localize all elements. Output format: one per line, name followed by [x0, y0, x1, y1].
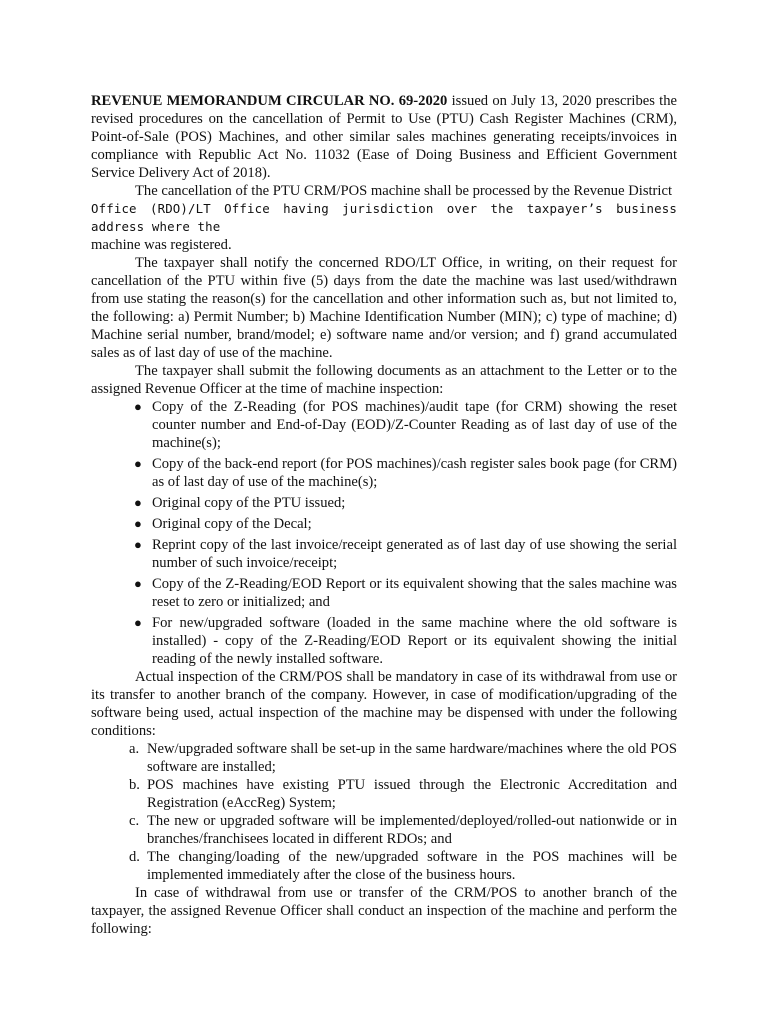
circular-title: REVENUE MEMORANDUM CIRCULAR NO. 69-2020 — [91, 93, 448, 109]
list-marker: c. — [129, 813, 140, 829]
intro-paragraph — [91, 92, 677, 182]
intro-text: issued on July 13, 2020 prescribes the revised procedures on the cancellation of Permit to Use (PTU) Cash Register Machines (CRM), Point-of-Sale (POS) Machines, and other similar sales machines generating receipts/invoices in compliance with Republic Act No. 11032 (Ease of Doing Business and Efficient Government Service Delivery Act of 2018). — [91, 93, 677, 181]
conditions-list — [91, 740, 677, 884]
bullet-icon: ● — [134, 456, 142, 471]
list-item: b. POS machines have existing PTU issued through the Electronic Accreditation and Registration (eAccReg) System; — [129, 777, 677, 811]
rdo-paragraph — [91, 182, 677, 254]
bullet-icon: ● — [134, 576, 142, 591]
list-item: ● Copy of the back-end report (for POS machines)/cash register sales book page (for CRM) as of last day of use of the machine(s); — [134, 456, 677, 490]
list-item: ● Original copy of the Decal; — [134, 516, 312, 532]
bullet-icon: ● — [134, 615, 142, 630]
rdo-line-3: machine was registered. — [91, 237, 232, 253]
list-marker: b. — [129, 777, 140, 793]
list-item: ● Copy of the Z-Reading/EOD Report or its equivalent showing that the sales machine was reset to zero or initialized; and — [134, 576, 677, 610]
inspection-paragraph: Actual inspection of the CRM/POS shall be mandatory in case of its withdrawal from use or its transfer to another branch of the company. However, in case of modification/upgrading of the software being used, actual inspection of the machine may be dispensed with under the following conditions: — [91, 669, 677, 739]
bullet-icon: ● — [134, 516, 142, 531]
list-item: ● Reprint copy of the last invoice/receipt generated as of last day of use showing the serial number of such invoice/receipt; — [134, 537, 677, 571]
document-page — [91, 92, 677, 938]
list-item: d. The changing/loading of the new/upgraded software in the POS machines will be implemented immediately after the close of the business hours. — [129, 849, 677, 883]
rdo-line-2: Office (RDO)/LT Office having jurisdiction over the taxpayer’s business address where the — [91, 201, 677, 234]
list-item: ● Copy of the Z-Reading (for POS machines)/audit tape (for CRM) showing the reset counter number and End-of-Day (EOD)/Z-Counter Reading as of last day of use of the machine(s); — [134, 399, 677, 451]
bullet-icon: ● — [134, 537, 142, 552]
list-item: c. The new or upgraded software will be implemented/deployed/rolled-out nationwide or in branches/franchisees located in different RDOs; and — [129, 813, 677, 847]
list-item: ● For new/upgraded software (loaded in the same machine where the old software is installed) - copy of the Z-Reading/EOD Report or its equivalent showing the initial reading of the newly installed software. — [134, 615, 677, 667]
notify-paragraph: The taxpayer shall notify the concerned RDO/LT Office, in writing, on their request for cancellation of the PTU within five (5) days from the date the machine was last used/withdrawn from use stating the reason(s) for the cancellation and other information such as, but not limited to, the following: a) Permit Number; b) Machine Identification Number (MIN); c) type of machine; d) Machine serial number, brand/model; e) software name and/or version; and f) grand accumulated sales as of last day of use of the machine. — [91, 255, 677, 361]
list-marker: a. — [129, 741, 140, 757]
documents-list — [91, 398, 677, 668]
withdrawal-paragraph: In case of withdrawal from use or transfer of the CRM/POS to another branch of the taxpayer, the assigned Revenue Officer shall conduct an inspection of the machine and perform the following: — [91, 885, 677, 937]
list-item: a. New/upgraded software shall be set-up in the same hardware/machines where the old POS software are installed; — [129, 741, 677, 775]
submit-paragraph: The taxpayer shall submit the following documents as an attachment to the Letter or to the assigned Revenue Officer at the time of machine inspection: — [91, 363, 677, 397]
rdo-line-1: The cancellation of the PTU CRM/POS machine shall be processed by the Revenue District — [135, 183, 673, 199]
list-item: ● Original copy of the PTU issued; — [134, 495, 346, 511]
list-marker: d. — [129, 849, 140, 865]
bullet-icon: ● — [134, 495, 142, 510]
bullet-icon: ● — [134, 399, 142, 414]
